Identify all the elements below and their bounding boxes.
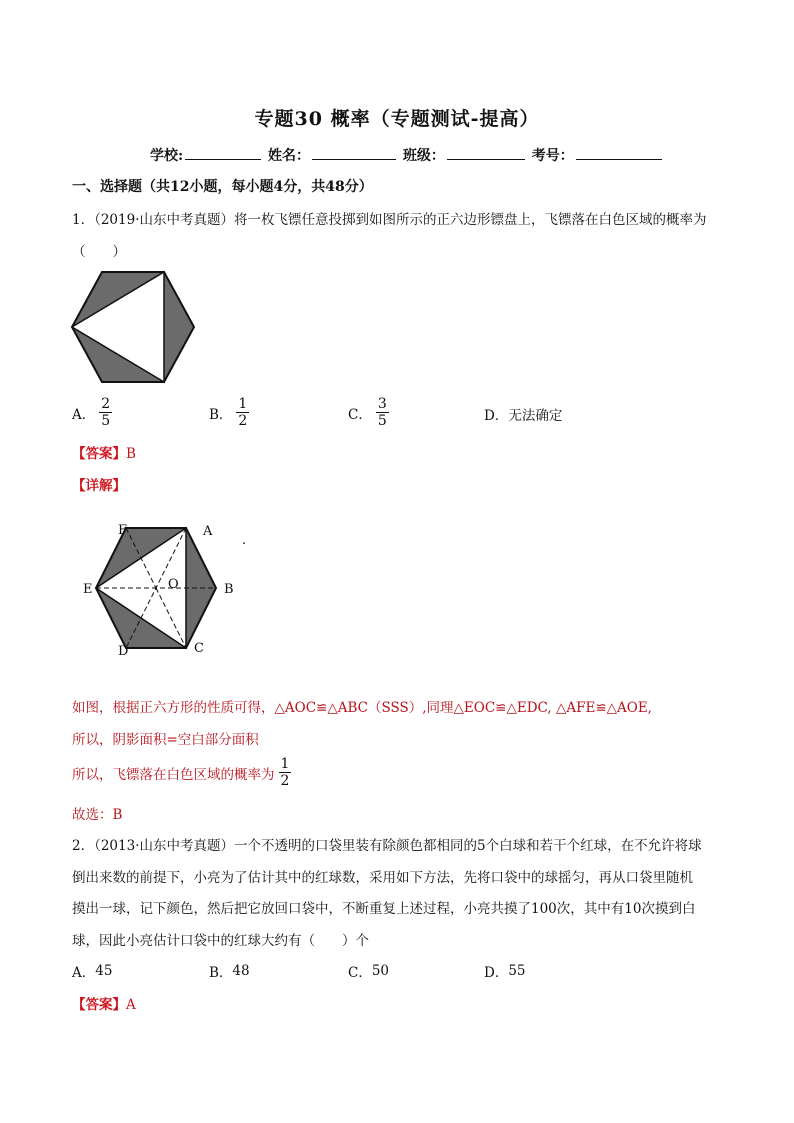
q1-option-d[interactable]: D． 无法确定 [484,408,563,424]
q1-option-c[interactable]: C． $\frac{3}{5}$ [348,396,387,429]
q2-stem-line2: 倒出来数的前提下，小亮为了估计其中的红球数，采用如下方法，先将口袋中的球摇匀，再从口袋里随机 [72,870,693,886]
answer-value: B [126,446,136,462]
answer-label: 【答案】 [72,997,126,1013]
q2-stem-line3: 摸出一球，记下颜色，然后把它放回口袋中，不断重复上述过程，小亮共摸了100次，其中有10次摸到白 [72,901,696,917]
q1-stem-line2: （ ） [72,244,126,260]
q2-option-b[interactable]: B． 48 [209,963,250,981]
name-label: 姓名： [268,148,311,164]
label-o: O [168,577,179,592]
label-c: C [194,641,204,656]
q2-option-a[interactable]: A． 45 [72,963,113,981]
class-label: 班级： [402,148,445,164]
student-info-line [150,144,664,165]
q1-stem-line1: 1．（2019·山东中考真题）将一枚飞镖任意投掷到如图所示的正六边形镖盘上，飞镖落在白色区域的概率为 [72,212,707,228]
q1-detail-hexagon-figure [78,518,258,664]
section-heading: 一、选择题（共12小题，每小题4分，共48分） [72,179,373,195]
answer-value: A [126,997,136,1013]
page-title: 专题30 概率（专题测试-提高） [254,108,540,130]
label-d: D [118,644,129,659]
q2-option-d[interactable]: D． 55 [484,963,526,981]
label-b: B [224,582,234,597]
school-label: 学校: [150,148,184,164]
q1-explain-line2: 所以，阴影面积=空白部分面积 [72,732,259,748]
name-blank[interactable] [312,144,396,160]
q1-option-b[interactable]: B． $\frac{1}{2}$ [209,396,248,429]
exam-no-label: 考号： [531,148,574,164]
q2-stem-line1: 2．（2013·山东中考真题）一个不透明的口袋里装有除颜色都相同的5个白球和若干个红球，在不允许将球 [72,838,702,854]
label-e: E [83,582,93,597]
q1-hexagon-figure [68,268,198,386]
school-blank[interactable] [185,144,261,160]
q1-answer [72,442,136,462]
label-a: A [203,524,213,539]
q1-explain-line1: 如图，根据正六方形的性质可得，△AOC≌△ABC（SSS）,同理△EOC≌△EDC, △AFE≌△AOE, [72,700,652,716]
q2-option-c[interactable]: C． 50 [348,963,390,981]
q2-answer [72,993,136,1013]
q1-option-a[interactable]: A． $\frac{2}{5}$ [72,396,111,429]
fraction: $\frac{3}{5}$ [377,396,387,429]
fraction: $\frac{1}{2}$ [280,756,290,789]
stray-dot: . [242,533,247,548]
q2-stem-line4: 球，因此小亮估计口袋中的红球大约有（ ）个 [72,933,369,949]
fraction: $\frac{1}{2}$ [238,396,248,429]
fraction: $\frac{2}{5}$ [101,396,111,429]
q1-explain-line3: 所以，飞镖落在白色区域的概率为 $\frac{1}{2}$ [72,756,290,789]
label-f: F [118,523,128,538]
answer-label: 【答案】 [72,446,126,462]
exam-no-blank[interactable] [576,144,662,160]
q1-choose: 故选：B [72,807,123,823]
q1-detail-label: 【详解】 [72,478,126,494]
class-blank[interactable] [447,144,525,160]
